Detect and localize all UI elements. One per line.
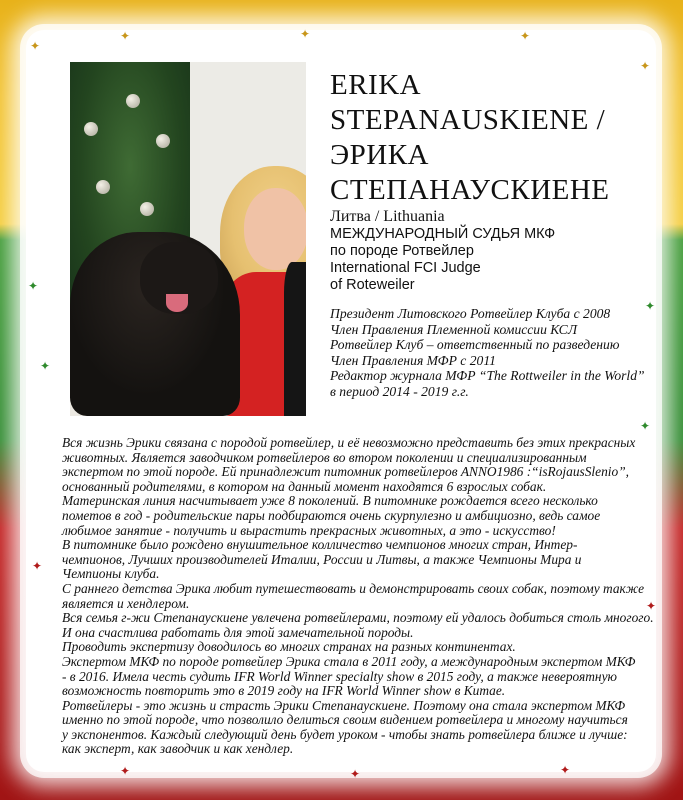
bio-line: С раннего детства Эрика любит путешествовать и демонстрировать своих собак, поэтому также bbox=[62, 580, 645, 596]
star-icon: ✦ bbox=[520, 29, 531, 43]
bio-line: - в 2016. Имела честь судить IFR World Winner specialty show в 2015 году, а также невероятную bbox=[62, 668, 617, 684]
bio-line: основанный родителями, в котором на данный момент находятся 6 взрослых собак. bbox=[62, 478, 547, 494]
woman-jacket bbox=[284, 262, 306, 416]
ornament bbox=[156, 134, 170, 148]
bio-line: Проводить экспертизу доводилось во многих странах на разных континентах. bbox=[62, 639, 516, 655]
star-icon: ✦ bbox=[120, 764, 131, 778]
judge-line: International FCI Judge bbox=[330, 260, 481, 276]
star-icon: ✦ bbox=[350, 767, 361, 781]
bio-line: экспертом по этой породе. Ей принадлежит питомник ротвейлеров ANNO1986 :“isRojausSlenio”, bbox=[62, 464, 629, 480]
biography-text bbox=[62, 436, 662, 757]
name-line: STEPANAUSKIENE / bbox=[330, 104, 606, 136]
name-line: СТЕПАНАУСКИЕНЕ bbox=[330, 174, 610, 206]
judge-line: по породе Ротвейлер bbox=[330, 243, 474, 259]
bio-line: именно по этой породе, что позволило делиться своим видением ротвейлера и многому научиться bbox=[62, 712, 628, 728]
bio-line: является и хендлером. bbox=[62, 595, 190, 611]
bio-line: Ротвейлеры - это жизнь и страсть Эрики Степанаускиене. Поэтому она стала экспертом МКФ bbox=[62, 697, 626, 713]
role-item: Редактор журнала МФР “The Rottweiler in the World” bbox=[330, 368, 645, 384]
country-label: Литва / Lithuania bbox=[330, 208, 445, 225]
name-line: ЭРИКА bbox=[330, 139, 430, 171]
star-icon: ✦ bbox=[300, 27, 311, 41]
bio-line: пометов в год - родительские пары подбираются очень скурпулезно и амбициозно, ведь самое bbox=[62, 507, 601, 523]
star-icon: ✦ bbox=[120, 29, 131, 43]
bio-line: у экспонентов. Каждый следующий день будет уроком - чтобы знать ротвейлера ближе и лучше: bbox=[62, 726, 628, 742]
judge-line: of Roteweiler bbox=[330, 277, 415, 293]
star-icon: ✦ bbox=[640, 419, 651, 433]
role-item: Ротвейлер Клуб – ответственный по разведению bbox=[330, 337, 620, 353]
judge-line: МЕЖДУНАРОДНЫЙ СУДЬЯ МКФ bbox=[330, 226, 556, 242]
roles-list bbox=[330, 306, 660, 400]
star-icon: ✦ bbox=[40, 359, 51, 373]
role-item: Член Правления Племенной комиссии КСЛ bbox=[330, 321, 578, 337]
judge-title bbox=[330, 226, 650, 294]
ornament bbox=[84, 122, 98, 136]
ornament bbox=[96, 180, 110, 194]
role-item: Член Правления МФР с 2011 bbox=[330, 352, 496, 368]
bio-line: Экспертом МКФ по породе ротвейлер Эрика стала в 2011 году, а международным экспертом МКФ bbox=[62, 653, 636, 669]
bio-line: И она счастлива работать для этой замечательной породы. bbox=[62, 624, 414, 640]
star-icon: ✦ bbox=[645, 299, 656, 313]
woman-face bbox=[244, 188, 306, 270]
bio-line: любимое занятие - получить и вырастить прекрасных животных, а это - искусство! bbox=[62, 522, 556, 538]
bio-line: животных. Является заводчиком ротвейлеров во втором поколении и специализированным bbox=[62, 449, 587, 465]
star-icon: ✦ bbox=[30, 39, 41, 53]
ornament bbox=[126, 94, 140, 108]
portrait-photo bbox=[70, 62, 306, 416]
ornament bbox=[140, 202, 154, 216]
star-icon: ✦ bbox=[28, 279, 39, 293]
bio-line: возможность повторить это в 2019 году на IFR World Winner show в Китае. bbox=[62, 683, 506, 699]
bio-line: Вся семья г-жи Степанаускиене увлечена ротвейлерами, поэтому ей удалось добиться столь многого. bbox=[62, 610, 654, 626]
star-icon: ✦ bbox=[646, 599, 657, 613]
star-icon: ✦ bbox=[32, 559, 43, 573]
role-item: в период 2014 - 2019 г.г. bbox=[330, 383, 469, 399]
star-icon: ✦ bbox=[560, 763, 571, 777]
bio-line: чемпионов, Лучших производителей Италии, России и Литвы, а также Чемпионы Мира и bbox=[62, 551, 582, 567]
name-line: ERIKA bbox=[330, 69, 422, 101]
judge-name bbox=[330, 68, 650, 208]
bio-line: Чемпионы клуба. bbox=[62, 566, 160, 582]
role-item: Президент Литовского Ротвейлер Клуба с 2008 bbox=[330, 306, 611, 321]
bio-line: как эксперт, как заводчик и как хендлер. bbox=[62, 741, 294, 757]
bio-line: Вся жизнь Эрики связана с породой ротвейлер, и её невозможно представить без этих прекрасных bbox=[62, 435, 636, 450]
dog-tongue bbox=[166, 294, 188, 312]
bio-line: Материнская линия насчитывает уже 8 поколений. В питомнике рождается всего несколько bbox=[62, 493, 598, 509]
bio-line: В питомнике было рождено внушительное колличество чемпионов многих стран, Интер- bbox=[62, 537, 578, 553]
star-icon: ✦ bbox=[640, 59, 651, 73]
